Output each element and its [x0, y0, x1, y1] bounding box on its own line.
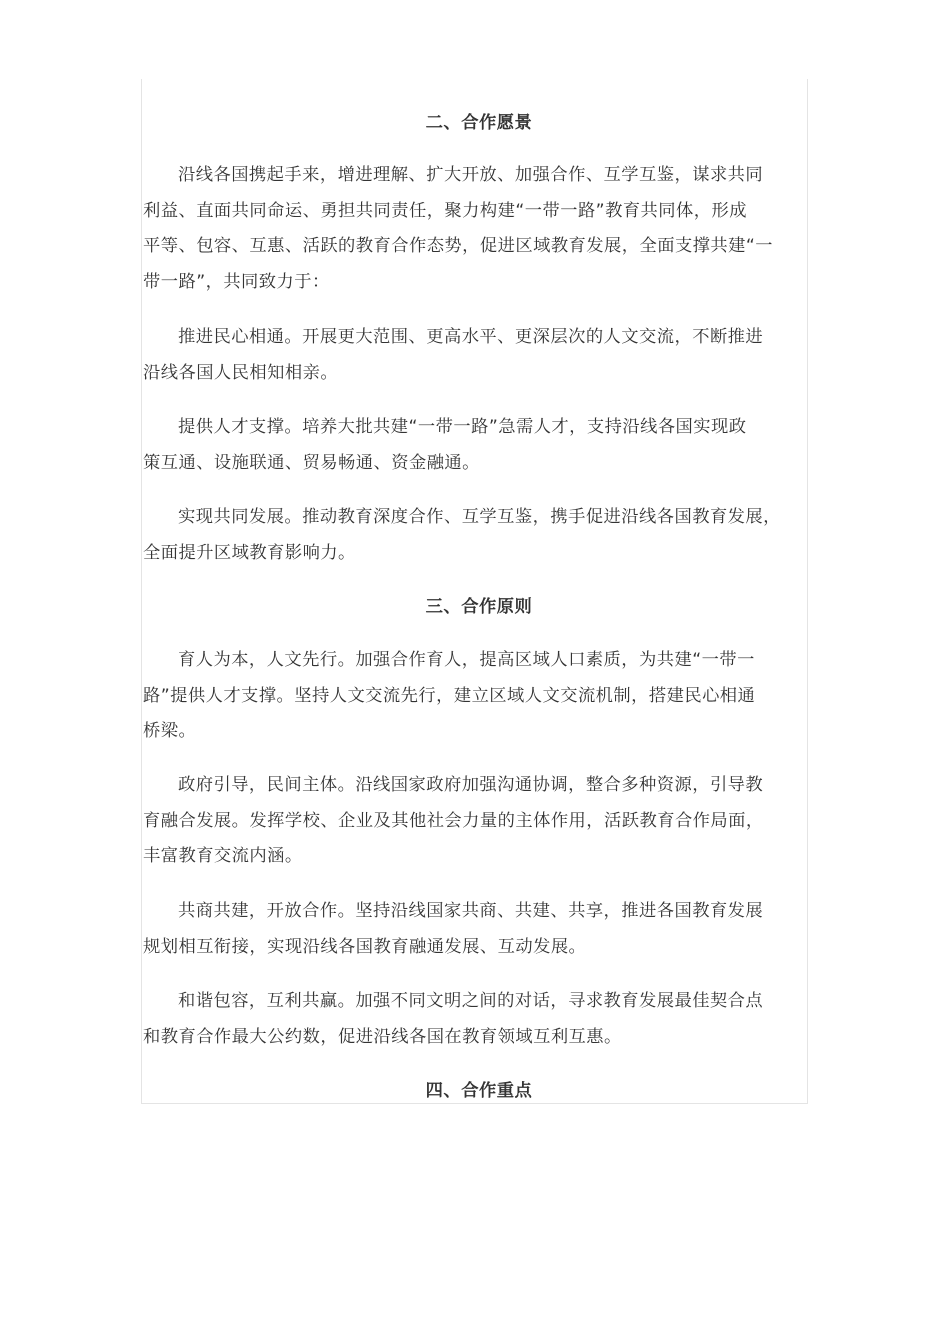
paragraph-line: 共商共建，开放合作。坚持沿线国家共商、共建、共享，推进各国教育发展 [178, 901, 764, 921]
paragraph-line: 带一路”，共同致力于： [143, 271, 330, 292]
section-heading-priorities: 四、合作重点 [425, 1081, 533, 1101]
paragraph-line: 育人为本，人文先行。加强合作育人，提高区域人口素质，为共建“一带一 [178, 650, 755, 670]
paragraph-people-first [143, 643, 815, 750]
paragraph-line: 全面提升区域教育影响力。 [143, 542, 356, 563]
paragraph-line: 推进民心相通。开展更大范围、更高水平、更深层次的人文交流，不断推进 [178, 327, 764, 347]
section-heading-principles: 三、合作原则 [425, 597, 533, 617]
paragraph-talent-support [143, 410, 815, 481]
paragraph-government-guidance [143, 768, 815, 875]
paragraph-line: 策互通、设施联通、贸易畅通、资金融通。 [143, 452, 480, 473]
section-heading-vision: 二、合作愿景 [425, 113, 533, 133]
paragraph-vision-intro [143, 158, 815, 300]
paragraph-line: 平等、包容、互惠、活跃的教育合作态势，促进区域教育发展，全面支撑共建“一 [143, 236, 773, 256]
paragraph-line: 政府引导，民间主体。沿线国家政府加强沟通协调，整合多种资源，引导教 [178, 775, 764, 795]
paragraph-line: 实现共同发展。推动教育深度合作、互学互鉴，携手促进沿线各国教育发展， [178, 507, 781, 527]
paragraph-line: 利益、直面共同命运、勇担共同责任，聚力构建“一带一路”教育共同体，形成 [143, 200, 747, 221]
paragraph-line: 路”提供人才支撑。坚持人文交流先行，建立区域人文交流机制，搭建民心相通 [143, 685, 756, 706]
paragraph-line: 桥梁。 [143, 721, 197, 741]
paragraph-line: 沿线各国携起手来，增进理解、扩大开放、加强合作、互学互鉴，谋求共同 [178, 165, 764, 185]
paragraph-line: 沿线各国人民相知相亲。 [143, 362, 339, 383]
paragraph-people-bond [143, 320, 815, 391]
paragraph-joint-consultation [143, 894, 815, 965]
paragraph-line: 育融合发展。发挥学校、企业及其他社会力量的主体作用，活跃教育合作局面， [143, 810, 764, 831]
paragraph-line: 和谐包容，互利共赢。加强不同文明之间的对话，寻求教育发展最佳契合点 [178, 991, 764, 1011]
paragraph-common-development [143, 500, 815, 571]
paragraph-line: 丰富教育交流内涵。 [143, 846, 303, 866]
paragraph-line: 规划相互衔接，实现沿线各国教育融通发展、互动发展。 [143, 936, 587, 957]
paragraph-line: 提供人才支撑。培养大批共建“一带一路”急需人才，支持沿线各国实现政 [178, 417, 747, 437]
paragraph-line: 和教育合作最大公约数，促进沿线各国在教育领域互利互惠。 [143, 1026, 622, 1047]
paragraph-harmony-win-win [143, 984, 815, 1055]
